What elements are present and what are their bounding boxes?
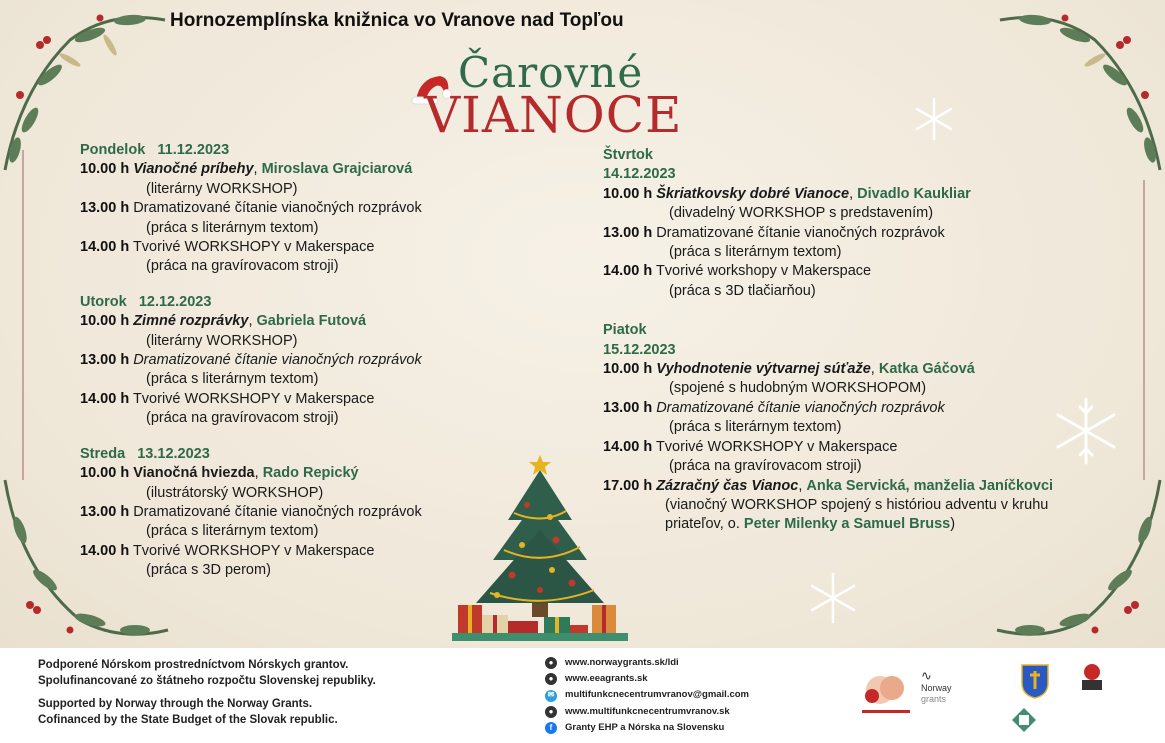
day-date: 14.12.2023	[603, 166, 676, 183]
day-name: Štvrtok	[603, 147, 653, 163]
day-heading: Streda 13.12.2023	[80, 445, 210, 462]
schedule-item-note: (práca s 3D perom)	[146, 562, 271, 579]
schedule-item: 13.00 h Dramatizované čítanie vianočných rozprávok	[603, 224, 945, 241]
schedule-item-note: (práca na gravírovacom stroji)	[669, 458, 862, 475]
schedule-item-note: (spojené s hudobným WORKSHOPOM)	[669, 380, 927, 397]
schedule-item-note: (práca s literárnym textom)	[146, 523, 319, 540]
schedule-item: 14.00 h Tvorivé WORKSHOPY v Makerspace	[80, 239, 375, 256]
day-heading: Utorok 12.12.2023	[80, 293, 212, 310]
globe-icon: ●	[545, 673, 557, 685]
event-title-line2: VIANOCE	[424, 86, 683, 144]
link-multifunkcne[interactable]: ● www.multifunkcnecentrumvranov.sk	[545, 704, 749, 720]
schedule-right	[603, 146, 1053, 535]
multifunction-center-logo	[858, 670, 914, 716]
day-block-friday	[603, 321, 1053, 534]
library-logo-icon	[1075, 660, 1109, 694]
globe-icon: ●	[545, 706, 557, 718]
schedule-item: 13.00 h Dramatizované čítanie vianočných rozprávok	[603, 399, 945, 416]
event-title-line1: Čarovné	[458, 48, 644, 97]
link-eeagrants[interactable]: ● www.eeagrants.sk	[545, 671, 749, 687]
day-name: Piatok	[603, 322, 647, 339]
day-block-monday	[80, 141, 422, 277]
partner-logo-icon	[1010, 706, 1038, 734]
schedule-left	[80, 141, 422, 581]
link-norwaygrants[interactable]: ● www.norwaygrants.sk/ldi	[545, 655, 749, 671]
schedule-item-note: (práca s literárnym textom)	[669, 419, 842, 436]
day-block-thursday	[603, 146, 1053, 301]
schedule-item: 14.00 h Tvorivé workshopy v Makerspace	[603, 263, 872, 280]
snowflake-icon	[805, 570, 861, 626]
left-border-line	[22, 150, 24, 480]
link-email[interactable]: ✉ multifunkcnecentrumvranov@gmail.com	[545, 687, 749, 703]
schedule-item-note: (práca s literárnym textom)	[146, 371, 319, 388]
vranov-coat-of-arms-icon	[1020, 663, 1050, 699]
schedule-item-note: (práca na gravírovacom stroji)	[146, 258, 339, 275]
day-block-tuesday	[80, 293, 422, 429]
schedule-item: 17.00 h Zázračný čas Vianoc, Anka Servická, manželia Janíčkovci	[603, 477, 1054, 494]
library-title: Hornozemplínska knižnica vo Vranove nad Topľou	[170, 10, 624, 31]
schedule-item-note: priateľov, o. Peter Milenky a Samuel Bruss)	[665, 516, 956, 533]
right-border-line	[1143, 180, 1145, 480]
schedule-item: 10.00 h Vianočné príbehy, Miroslava Grajciarová	[80, 161, 413, 178]
footer-links	[545, 655, 749, 736]
schedule-item-note: (práca s literárnym textom)	[146, 219, 319, 236]
event-title	[410, 48, 710, 143]
schedule-item: 13.00 h Dramatizované čítanie vianočných rozprávok	[80, 503, 422, 520]
schedule-item: 10.00 h Vianočná hviezda, Rado Repický	[80, 465, 359, 482]
day-block-wednesday	[80, 445, 422, 581]
schedule-item: 13.00 h Dramatizované čítanie vianočných rozprávok	[80, 200, 422, 217]
facebook-icon: f	[545, 722, 557, 734]
schedule-item-note: (divadelný WORKSHOP s predstavením)	[669, 205, 934, 222]
schedule-item-note: (vianočný WORKSHOP spojený s históriou adventu v kruhu	[665, 496, 1049, 513]
schedule-item-note: (práca s 3D tlačiarňou)	[669, 282, 816, 299]
footer-grant-text: Podporené Nórskom prostredníctvom Nórskych grantov. Spolufinancované zo štátneho rozpočtu Slovenskej republiky. Supported by Norway through the Norway Grants. Cofinanced by the State Budget of the Slovak republic.	[38, 659, 376, 726]
schedule-item-note: (práca na gravírovacom stroji)	[146, 410, 339, 427]
snowflake-icon	[910, 95, 958, 143]
schedule-item-note: (práca s literárnym textom)	[669, 244, 842, 261]
mail-icon: ✉	[545, 690, 557, 702]
schedule-item-note: (ilustrátorský WORKSHOP)	[146, 484, 324, 501]
globe-icon: ●	[545, 657, 557, 669]
schedule-item: 10.00 h Škriatkovsky dobré Vianoce, Divadlo Kaukliar	[603, 185, 971, 202]
schedule-item: 10.00 h Vyhodnotenie výtvarnej súťaže, Katka Gáčová	[603, 361, 975, 378]
day-heading: Pondelok 11.12.2023	[80, 142, 230, 158]
schedule-item: 14.00 h Tvorivé WORKSHOPY v Makerspace	[80, 542, 375, 559]
norway-grants-logo: ∿ Norway grants	[921, 668, 952, 704]
snowflake-icon	[1050, 395, 1122, 467]
schedule-item-note: (literárny WORKSHOP)	[146, 180, 298, 197]
schedule-item: 10.00 h Zimné rozprávky, Gabriela Futová	[80, 313, 367, 330]
link-facebook[interactable]: f Granty EHP a Nórska na Slovensku	[545, 720, 749, 736]
footer	[0, 648, 1165, 743]
schedule-item: 13.00 h Dramatizované čítanie vianočných rozprávok	[80, 352, 422, 369]
day-date: 15.12.2023	[603, 341, 676, 358]
schedule-item: 14.00 h Tvorivé WORKSHOPY v Makerspace	[603, 438, 898, 455]
schedule-item: 14.00 h Tvorivé WORKSHOPY v Makerspace	[80, 390, 375, 407]
schedule-item-note: (literárny WORKSHOP)	[146, 332, 298, 349]
